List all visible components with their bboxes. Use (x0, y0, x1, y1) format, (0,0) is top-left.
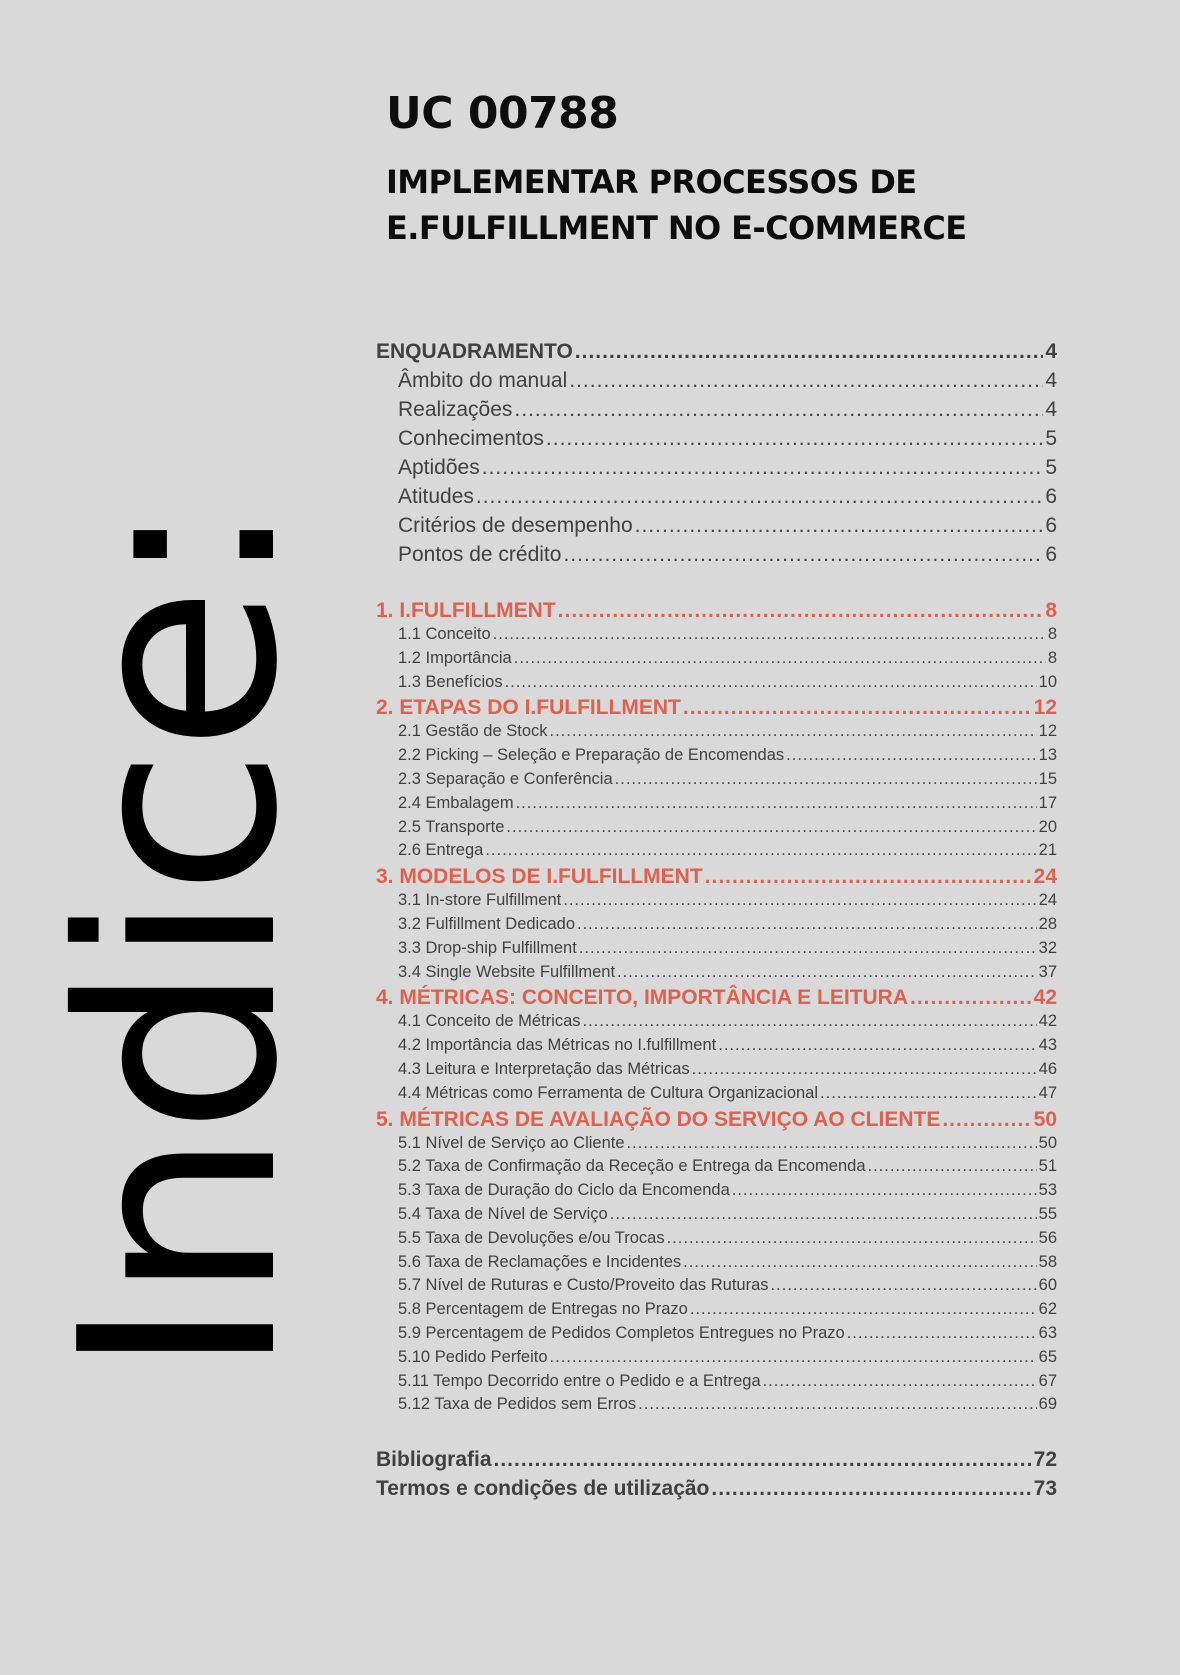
toc-page-number: 51 (1038, 1157, 1057, 1176)
dot-leader (692, 1060, 1037, 1079)
dot-leader (615, 770, 1037, 789)
toc-entry-label: 5.9 Percentagem de Pedidos Completos Entregues no Prazo (398, 1323, 845, 1342)
toc-subsection[interactable] (376, 1181, 1057, 1205)
dot-leader (910, 986, 1032, 1010)
toc-page-number: 6 (1045, 543, 1057, 566)
dot-leader (683, 696, 1032, 720)
toc-subsection[interactable] (376, 649, 1057, 673)
dot-leader (493, 625, 1046, 644)
toc-entry-label: Aptidões (398, 456, 480, 479)
toc-subsection[interactable] (376, 1060, 1057, 1084)
dot-leader (494, 1448, 1032, 1472)
toc-item[interactable] (376, 456, 1057, 485)
toc-entry-label: 5.11 Tempo Decorrido entre o Pedido e a Entrega (398, 1371, 761, 1390)
toc-entry-label: 3.3 Drop-ship Fulfillment (398, 938, 577, 957)
dot-leader (667, 1229, 1037, 1248)
toc-subsection[interactable] (376, 1253, 1057, 1277)
toc-subsection[interactable] (376, 915, 1057, 939)
toc-subsection[interactable] (376, 1276, 1057, 1300)
toc-chapter-3[interactable] (376, 865, 1057, 891)
toc-chapter-2[interactable] (376, 696, 1057, 722)
dot-leader (514, 649, 1046, 668)
toc-entry-label: 1.1 Conceito (398, 625, 491, 643)
dot-leader (577, 915, 1037, 934)
toc-subsection[interactable] (376, 1157, 1057, 1181)
toc-subsection[interactable] (376, 1205, 1057, 1229)
dot-leader (942, 1108, 1031, 1132)
toc-subsection[interactable] (376, 1372, 1057, 1396)
spacer (376, 572, 1057, 599)
toc-entry-label: Pontos de crédito (398, 543, 562, 566)
toc-subsection[interactable] (376, 1036, 1057, 1060)
toc-entry-label: 5.10 Pedido Perfeito (398, 1347, 548, 1366)
dot-leader (763, 1372, 1037, 1391)
toc-page-number: 46 (1038, 1059, 1057, 1078)
unit-code: UC 00788 (386, 88, 619, 139)
toc-subsection[interactable] (376, 1395, 1057, 1419)
dot-leader (506, 818, 1036, 837)
toc-entry-label: Conhecimentos (398, 427, 544, 450)
dot-leader (575, 340, 1044, 364)
toc-chapter-4[interactable] (376, 986, 1057, 1012)
toc-item[interactable] (376, 398, 1057, 427)
dot-leader (683, 1253, 1037, 1272)
toc-subsection[interactable] (376, 841, 1057, 865)
toc-subsection[interactable] (376, 794, 1057, 818)
toc-entry-label: 5.1 Nível de Serviço ao Cliente (398, 1133, 625, 1152)
toc-page-number: 20 (1038, 817, 1057, 836)
toc-page-number: 65 (1038, 1347, 1057, 1366)
toc-entry-label: Critérios de desempenho (398, 514, 633, 537)
toc-entry-label: Âmbito do manual (398, 369, 568, 392)
toc-entry-label: Bibliografia (376, 1448, 492, 1472)
toc-page-number: 12 (1038, 722, 1057, 741)
toc-entry-label: 3. MODELOS DE I.FULFILLMENT (376, 865, 703, 889)
dot-leader (505, 673, 1037, 692)
toc-entry-label: 1.3 Benefícios (398, 672, 503, 691)
toc-entry-label: 5.2 Taxa de Confirmação da Receção e Entrega da Encomenda (398, 1157, 866, 1176)
title-line-1: IMPLEMENTAR PROCESSOS DE (386, 163, 917, 201)
dot-leader (820, 1084, 1037, 1103)
toc-page-number: 50 (1033, 1107, 1057, 1131)
toc-page-number: 32 (1038, 938, 1057, 957)
title-line-2: E.FULFILLMENT NO E-COMMERCE (386, 209, 967, 247)
toc-entry-label: 4.4 Métricas como Ferramenta de Cultura Organizacional (398, 1083, 819, 1102)
toc-subsection[interactable] (376, 625, 1057, 649)
toc-page-number: 43 (1038, 1036, 1057, 1055)
toc-entry-label: 3.2 Fulfillment Dedicado (398, 914, 576, 933)
toc-entry-label: 2.6 Entrega (398, 841, 484, 860)
dot-leader (732, 1181, 1037, 1200)
toc-page-number: 8 (1045, 599, 1057, 622)
toc-subsection[interactable] (376, 963, 1057, 987)
toc-page-number: 5 (1045, 427, 1057, 450)
dot-leader (868, 1157, 1037, 1176)
dot-leader (485, 841, 1036, 860)
toc-entry-label: 4.2 Importância das Métricas no I.fulfillment (398, 1036, 717, 1055)
toc-end-entry[interactable] (376, 1448, 1057, 1477)
toc-entry-label: 5.4 Taxa de Nível de Serviço (398, 1204, 608, 1223)
toc-subsection[interactable] (376, 1348, 1057, 1372)
toc-page-number: 28 (1038, 914, 1057, 933)
toc-entry-label: 5. MÉTRICAS DE AVALIAÇÃO DO SERVIÇO AO CLIENTE (376, 1107, 941, 1131)
dot-leader (476, 485, 1043, 509)
toc-subsection[interactable] (376, 1012, 1057, 1036)
toc-page-number: 8 (1047, 625, 1057, 643)
toc-page-number: 73 (1033, 1477, 1057, 1501)
toc-entry-label: 3.1 In-store Fulfillment (398, 891, 562, 910)
dot-leader (635, 514, 1044, 538)
toc-entry-label: 4.3 Leitura e Interpretação das Métricas (398, 1059, 690, 1078)
toc-page-number: 4 (1045, 398, 1057, 421)
toc-entry-label: Termos e condições de utilização (376, 1477, 710, 1501)
dot-leader (546, 427, 1043, 451)
dot-leader (847, 1324, 1037, 1343)
index-heading: Indice: (22, 502, 337, 1378)
dot-leader (579, 939, 1037, 958)
toc-page-number: 21 (1038, 841, 1057, 860)
toc-page-number: 62 (1038, 1300, 1057, 1319)
dot-leader (771, 1276, 1037, 1295)
toc-subsection[interactable] (376, 673, 1057, 697)
toc-subsection[interactable] (376, 818, 1057, 842)
dot-leader (550, 722, 1037, 741)
toc-end-entry[interactable] (376, 1477, 1057, 1506)
toc-entry-label: 2.5 Transporte (398, 817, 505, 836)
toc-entry-label: 2.4 Embalagem (398, 793, 514, 812)
toc-page-number: 72 (1033, 1448, 1057, 1472)
toc-page-number: 60 (1038, 1276, 1057, 1295)
toc-entry-label: 5.5 Taxa de Devoluções e/ou Trocas (398, 1228, 665, 1247)
toc-page-number: 4 (1045, 340, 1057, 363)
toc-entry-label: 5.7 Nível de Ruturas e Custo/Proveito das Ruturas (398, 1276, 769, 1295)
toc-entry-label: 2.1 Gestão de Stock (398, 722, 548, 741)
toc-page-number: 4 (1045, 369, 1057, 392)
dot-leader (610, 1205, 1037, 1224)
toc-subsection[interactable] (376, 746, 1057, 770)
dot-leader (558, 599, 1044, 623)
dot-leader (583, 1012, 1037, 1031)
dot-leader (569, 369, 1043, 393)
toc-page-number: 69 (1038, 1395, 1057, 1414)
toc-entry-label: 5.12 Taxa de Pedidos sem Erros (398, 1395, 637, 1414)
toc-page-number: 5 (1045, 456, 1057, 479)
toc-entry-label: 4. MÉTRICAS: CONCEITO, IMPORTÂNCIA E LEITURA (376, 986, 909, 1010)
toc-subsection[interactable] (376, 1300, 1057, 1324)
toc-page-number: 15 (1038, 769, 1057, 788)
toc-page-number: 10 (1038, 672, 1057, 691)
toc-page-number: 24 (1033, 865, 1057, 889)
toc-page-number: 6 (1045, 485, 1057, 508)
toc-item[interactable] (376, 427, 1057, 456)
document-title (386, 159, 1106, 251)
toc-entry-label: 2.3 Separação e Conferência (398, 769, 613, 788)
toc-entry-label: ENQUADRAMENTO (376, 340, 573, 363)
dot-leader (617, 963, 1037, 982)
dot-leader (690, 1300, 1037, 1319)
document-header (386, 88, 1106, 251)
toc-entry-label: 2. ETAPAS DO I.FULFILLMENT (376, 696, 681, 720)
toc-page-number: 56 (1038, 1228, 1057, 1247)
spacer (376, 1419, 1057, 1448)
toc-chapter-1[interactable] (376, 599, 1057, 625)
toc-entry-label: 3.4 Single Website Fulfillment (398, 962, 616, 981)
toc-subsection[interactable] (376, 1324, 1057, 1348)
toc-page-number: 8 (1047, 648, 1057, 667)
dot-leader (563, 543, 1043, 567)
toc-subsection[interactable] (376, 1084, 1057, 1108)
toc-page-number: 53 (1038, 1181, 1057, 1200)
toc-section-enquadramento[interactable] (376, 340, 1057, 369)
toc-page-number: 67 (1038, 1371, 1057, 1390)
toc-entry-label: 2.2 Picking – Seleção e Preparação de Encomendas (398, 746, 785, 765)
toc-page-number: 6 (1045, 514, 1057, 537)
toc-page-number: 12 (1033, 696, 1057, 720)
toc-subsection[interactable] (376, 939, 1057, 963)
toc-entry-label: 4.1 Conceito de Métricas (398, 1012, 581, 1031)
toc-subsection[interactable] (376, 770, 1057, 794)
toc-subsection[interactable] (376, 722, 1057, 746)
toc-page-number: 47 (1038, 1083, 1057, 1102)
toc-page-number: 42 (1038, 1012, 1057, 1031)
toc-page-number: 63 (1038, 1323, 1057, 1342)
toc-item[interactable] (376, 369, 1057, 398)
toc-page-number: 42 (1033, 986, 1057, 1010)
toc-page-number: 58 (1038, 1252, 1057, 1271)
toc-chapter-5[interactable] (376, 1108, 1057, 1134)
dot-leader (627, 1134, 1037, 1153)
toc-entry-label: 5.8 Percentagem de Entregas no Prazo (398, 1300, 688, 1319)
toc-page-number: 13 (1038, 746, 1057, 765)
vertical-index-label (22, 502, 337, 1378)
dot-leader (482, 456, 1044, 480)
toc-item[interactable] (376, 485, 1057, 514)
toc-entry-label: Realizações (398, 398, 513, 421)
dot-leader (638, 1395, 1036, 1414)
toc-page-number: 37 (1038, 962, 1057, 981)
table-of-contents (376, 340, 1057, 1506)
toc-item[interactable] (376, 514, 1057, 543)
toc-entry-label: 1.2 Importância (398, 648, 512, 667)
toc-page-number: 55 (1038, 1204, 1057, 1223)
dot-leader (514, 398, 1043, 422)
toc-item[interactable] (376, 543, 1057, 572)
toc-entry-label: 5.6 Taxa de Reclamações e Incidentes (398, 1252, 682, 1271)
toc-subsection[interactable] (376, 891, 1057, 915)
toc-page-number: 17 (1038, 793, 1057, 812)
toc-entry-label: Atitudes (398, 485, 474, 508)
dot-leader (711, 1477, 1031, 1501)
dot-leader (563, 891, 1036, 910)
dot-leader (516, 794, 1037, 813)
toc-page-number: 24 (1038, 891, 1057, 910)
dot-leader (550, 1348, 1037, 1367)
toc-entry-label: 1. I.FULFILLMENT (376, 599, 556, 622)
toc-entry-label: 5.3 Taxa de Duração do Ciclo da Encomenda (398, 1181, 730, 1200)
dot-leader (705, 865, 1032, 889)
dot-leader (718, 1036, 1036, 1055)
dot-leader (786, 746, 1036, 765)
toc-subsection[interactable] (376, 1229, 1057, 1253)
toc-subsection[interactable] (376, 1134, 1057, 1158)
toc-page-number: 50 (1038, 1133, 1057, 1152)
